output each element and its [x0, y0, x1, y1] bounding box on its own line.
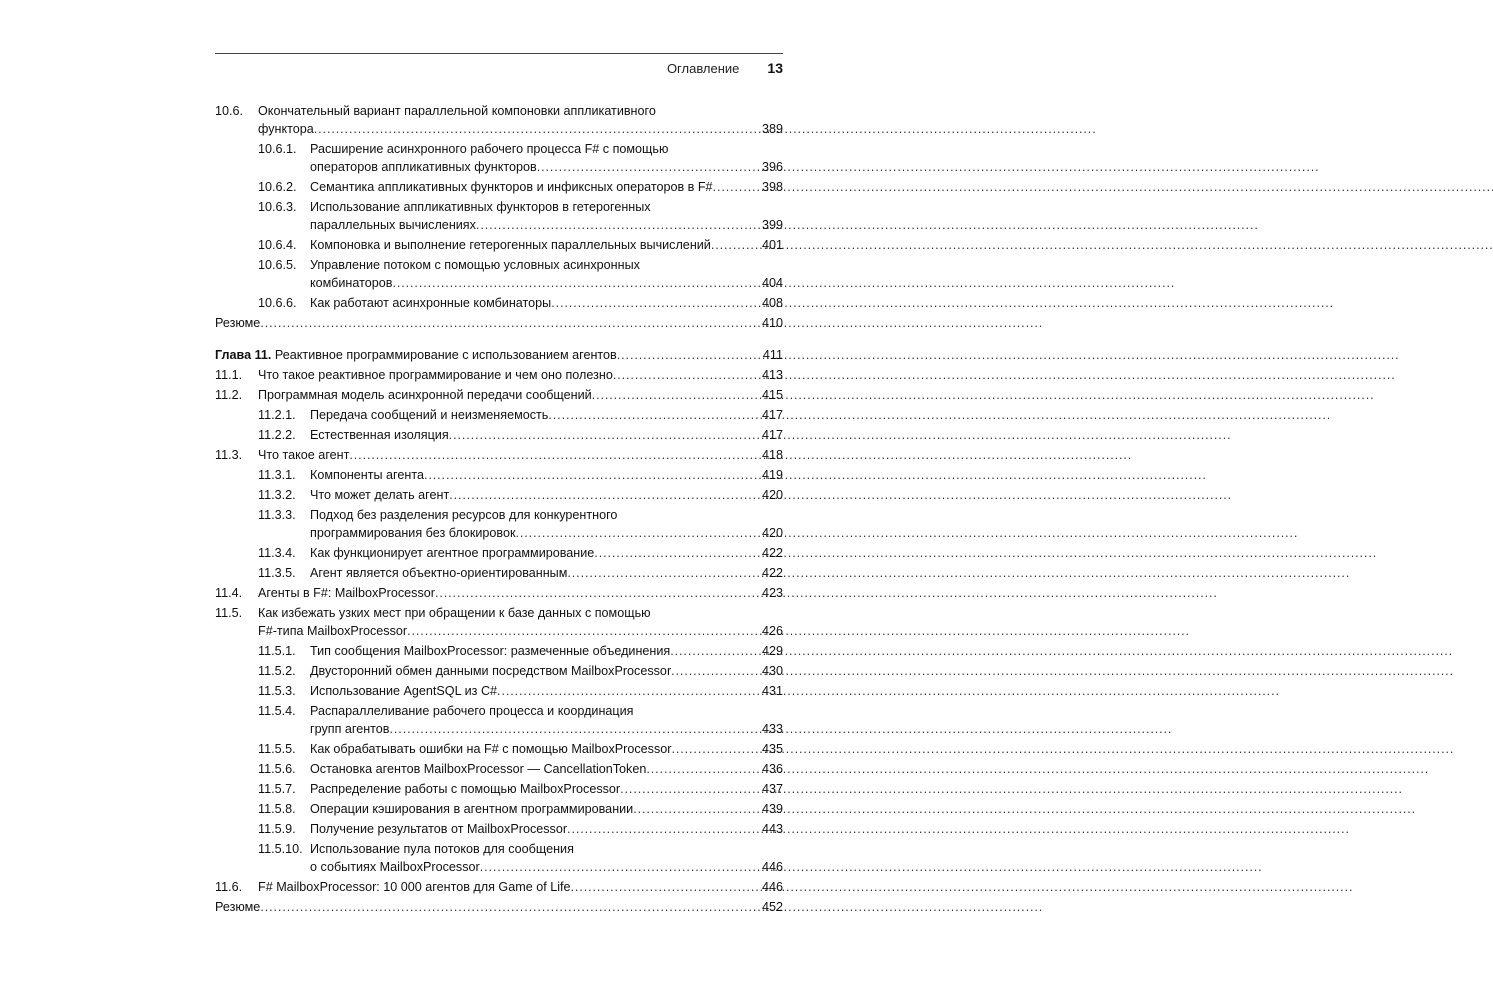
dot-leader: [407, 622, 760, 640]
dot-leader: [711, 236, 760, 254]
dot-leader: [592, 386, 760, 404]
toc-entry: [215, 386, 783, 404]
dot-leader: [670, 642, 760, 660]
dot-leader: [594, 544, 760, 562]
toc-entry-number: 11.5.4.: [258, 704, 296, 718]
toc-page-number: 404: [761, 276, 783, 290]
toc-entry-number: 11.5.6.: [258, 762, 296, 776]
toc-entry-title: Расширение асинхронного рабочего процесса F# с помощью: [310, 142, 669, 156]
toc-entry: [215, 466, 783, 484]
toc-entry: [215, 740, 783, 758]
toc-entry-number: 11.5.9.: [258, 822, 296, 836]
toc-entry: [215, 406, 783, 424]
toc-entry: [215, 840, 783, 876]
dot-leader: [646, 760, 760, 778]
toc-page-number: 430: [761, 664, 783, 678]
toc-entry-title: Что такое реактивное программирование и чем оно полезно: [258, 368, 613, 382]
toc-entry: [215, 702, 783, 738]
toc-entry: [215, 760, 783, 778]
toc-page-number: 389: [761, 122, 783, 136]
toc-entry: [215, 564, 783, 582]
toc-entry: [215, 140, 783, 176]
toc-page-number: 446: [761, 860, 783, 874]
toc-entry: [215, 366, 783, 384]
toc-entry-title: Что может делать агент: [310, 488, 450, 502]
dot-leader: [449, 426, 760, 444]
toc-entry-title: Как обрабатывать ошибки на F# с помощью MailboxProcessor: [310, 742, 672, 756]
toc-entry: [215, 486, 783, 504]
dot-leader: [435, 584, 760, 602]
toc-entry-title: Резюме: [215, 316, 261, 330]
toc-entry: [215, 682, 783, 700]
toc-entry-number: 11.3.4.: [258, 546, 296, 560]
toc-entry-number: 11.2.: [215, 388, 243, 402]
toc-entry-number: 11.3.1.: [258, 468, 296, 482]
toc-entry-title: Передача сообщений и неизменяемость: [310, 408, 549, 422]
toc-entry-number: 11.5.: [215, 606, 243, 620]
running-head: [215, 60, 783, 82]
toc-page-number: 418: [761, 448, 783, 462]
toc-entry-title: Остановка агентов MailboxProcessor — CancellationToken: [310, 762, 647, 776]
toc-entry-number: 10.6.5.: [258, 258, 297, 272]
toc-page-number: 401: [761, 238, 783, 252]
dot-leader: [449, 486, 760, 504]
toc-entry-title: F#-типа MailboxProcessor: [258, 624, 408, 638]
toc-entry-title: Тип сообщения MailboxProcessor: размеченные объединения: [310, 644, 671, 658]
toc-entry-number: 11.5.5.: [258, 742, 296, 756]
toc-entry-number: 11.3.3.: [258, 508, 296, 522]
toc-entry: [215, 294, 783, 312]
toc-entry-number: 11.3.5.: [258, 566, 296, 580]
toc-entry-number: 11.2.1.: [258, 408, 296, 422]
chapter-label: Глава 11.: [215, 348, 272, 362]
dot-leader: [567, 820, 760, 838]
toc-entry-title: Управление потоком с помощью условных асинхронных: [310, 258, 640, 272]
toc-page-number: 437: [761, 782, 783, 796]
toc-entry-title: Распараллеливание рабочего процесса и координация: [310, 704, 634, 718]
toc-entry-number: 11.5.7.: [258, 782, 296, 796]
toc-entry: [215, 878, 783, 896]
toc-page-number: 443: [761, 822, 783, 836]
toc-page-number: 419: [761, 468, 783, 482]
page-number: 13: [767, 60, 783, 76]
toc-page-number: 426: [761, 624, 783, 638]
toc-page-number: 410: [761, 316, 783, 330]
dot-leader: [260, 314, 760, 332]
toc-entry: [215, 426, 783, 444]
toc-entry-title: Двусторонний обмен данными посредством MailboxProcessor: [310, 664, 672, 678]
toc-entry-title: Программная модель асинхронной передачи сообщений: [258, 388, 592, 402]
toc-entry: [215, 820, 783, 838]
toc-page-number: 429: [761, 644, 783, 658]
dot-leader: [260, 898, 760, 916]
toc-page-number: 446: [761, 880, 783, 894]
toc-entry-title: Как функционирует агентное программирование: [310, 546, 595, 560]
toc-entry-number: 10.6.3.: [258, 200, 297, 214]
toc-entry: [215, 256, 783, 292]
toc-entry-title: Агенты в F#: MailboxProcessor: [258, 586, 435, 600]
toc-page-number: 452: [761, 900, 783, 914]
toc-entry-title: Использование пула потоков для сообщения: [310, 842, 574, 856]
toc-page-number: 420: [761, 526, 783, 540]
dot-leader: [567, 564, 760, 582]
toc-entry-number: 11.1.: [215, 368, 243, 382]
toc-entry-title: Реактивное программирование с использованием агентов: [274, 348, 617, 362]
dot-leader: [314, 120, 760, 138]
toc-page-number: 422: [761, 566, 783, 580]
toc-entry: [215, 198, 783, 234]
toc-entry-title: Получение результатов от MailboxProcessor: [310, 822, 568, 836]
toc-entry-number: 11.3.2.: [258, 488, 296, 502]
toc-entry: [215, 642, 783, 660]
dot-leader: [571, 878, 760, 896]
toc-entry: [215, 314, 783, 332]
toc-entry-number: 10.6.4.: [258, 238, 297, 252]
toc-page-number: 422: [761, 546, 783, 560]
toc-entry-number: 10.6.2.: [258, 180, 297, 194]
dot-leader: [671, 740, 760, 758]
header-rule: [215, 53, 783, 54]
toc-entry: [215, 780, 783, 798]
toc-page-number: 431: [761, 684, 783, 698]
toc-page-number: 439: [761, 802, 783, 816]
dot-leader: [713, 178, 760, 196]
toc-entry-number: 11.3.: [215, 448, 243, 462]
toc-entry: [215, 506, 783, 542]
toc-page-number: 411: [762, 348, 783, 362]
dot-leader: [424, 466, 760, 484]
dot-leader: [633, 800, 760, 818]
toc-entry-title: функтора: [258, 122, 314, 136]
toc-entry: [215, 584, 783, 602]
toc-entry-title: Что такое агент: [258, 448, 350, 462]
toc-entry-title: операторов аппликативных функторов: [310, 160, 537, 174]
toc-page-number: 398: [761, 180, 783, 194]
toc-entry-number: 10.6.1.: [258, 142, 297, 156]
toc-entry: [215, 662, 783, 680]
toc-entry-title: Семантика аппликативных функторов и инфиксных операторов в F#: [310, 180, 713, 194]
toc-entry-title: программирования без блокировок: [310, 526, 516, 540]
toc-entry-title: Операции кэширования в агентном программировании: [310, 802, 634, 816]
toc-entry-number: 11.6.: [215, 880, 243, 894]
toc-entry-number: 10.6.: [215, 104, 244, 118]
dot-leader: [476, 216, 760, 234]
toc-entry-number: 11.5.3.: [258, 684, 296, 698]
dot-leader: [392, 274, 760, 292]
toc-entry-title: Как избежать узких мест при обращении к базе данных с помощью: [258, 606, 651, 620]
dot-leader: [548, 406, 760, 424]
toc-page-number: 433: [761, 722, 783, 736]
toc-entry-title: Использование AgentSQL из C#: [310, 684, 498, 698]
toc-entry-number: 11.5.8.: [258, 802, 296, 816]
toc-page-number: 435: [761, 742, 783, 756]
toc-entry-number: 10.6.6.: [258, 296, 297, 310]
toc-page-number: 423: [761, 586, 783, 600]
toc-entry-title: Использование аппликативных функторов в гетерогенных: [310, 200, 651, 214]
dot-leader: [515, 524, 760, 542]
toc-page-number: 396: [761, 160, 783, 174]
toc-page-number: 417: [761, 408, 783, 422]
toc-entry-title: Компоненты агента: [310, 468, 424, 482]
running-head-title: Оглавление: [666, 61, 740, 76]
dot-leader: [620, 780, 760, 798]
toc-entry-title: Компоновка и выполнение гетерогенных параллельных вычислений: [310, 238, 711, 252]
toc-entry-title: Подход без разделения ресурсов для конкурентного: [310, 508, 618, 522]
toc-entry: [215, 544, 783, 562]
toc-entry-number: 11.4.: [215, 586, 243, 600]
toc-entry-title: Окончательный вариант параллельной компоновки аппликативного: [258, 104, 656, 118]
toc-page-number: 417: [761, 428, 783, 442]
dot-leader: [671, 662, 760, 680]
toc-entry: [215, 446, 783, 464]
toc-page-number: 413: [761, 368, 783, 382]
toc-page-number: 436: [761, 762, 783, 776]
toc-entry-number: 11.5.2.: [258, 664, 296, 678]
toc-page-number: 420: [761, 488, 783, 502]
dot-leader: [551, 294, 760, 312]
toc-entry: [215, 236, 783, 254]
toc-entry-title: F# MailboxProcessor: 10 000 агентов для Game of Life: [258, 880, 571, 894]
dot-leader: [390, 720, 760, 738]
toc-entry-title: Агент является объектно-ориентированным: [310, 566, 568, 580]
toc-chapter-entry: [215, 346, 783, 364]
toc-entry-title: Распределение работы с помощью MailboxProcessor: [310, 782, 621, 796]
toc-entry-title: параллельных вычислениях: [310, 218, 476, 232]
dot-leader: [497, 682, 760, 700]
toc-entry: [215, 898, 783, 916]
toc-entry-number: 11.5.10.: [258, 842, 303, 856]
dot-leader: [613, 366, 760, 384]
dot-leader: [480, 858, 760, 876]
toc-page-number: 415: [761, 388, 783, 402]
dot-leader: [617, 346, 761, 364]
toc-page-number: 408: [761, 296, 783, 310]
toc-entry: [215, 102, 783, 138]
toc-entry-title: о событиях MailboxProcessor: [310, 860, 480, 874]
toc-entry: [215, 604, 783, 640]
toc-entry-title: комбинаторов: [310, 276, 393, 290]
table-of-contents: [215, 102, 783, 918]
toc-entry-number: 11.5.1.: [258, 644, 296, 658]
toc-entry-title: Резюме: [215, 900, 261, 914]
toc-entry-title: Естественная изоляция: [310, 428, 449, 442]
dot-leader: [349, 446, 760, 464]
toc-entry-title: групп агентов: [310, 722, 390, 736]
dot-leader: [537, 158, 760, 176]
toc-entry: [215, 800, 783, 818]
toc-entry: [215, 178, 783, 196]
toc-page-number: 399: [761, 218, 783, 232]
toc-entry-title: Как работают асинхронные комбинаторы: [310, 296, 552, 310]
toc-entry-number: 11.2.2.: [258, 428, 296, 442]
